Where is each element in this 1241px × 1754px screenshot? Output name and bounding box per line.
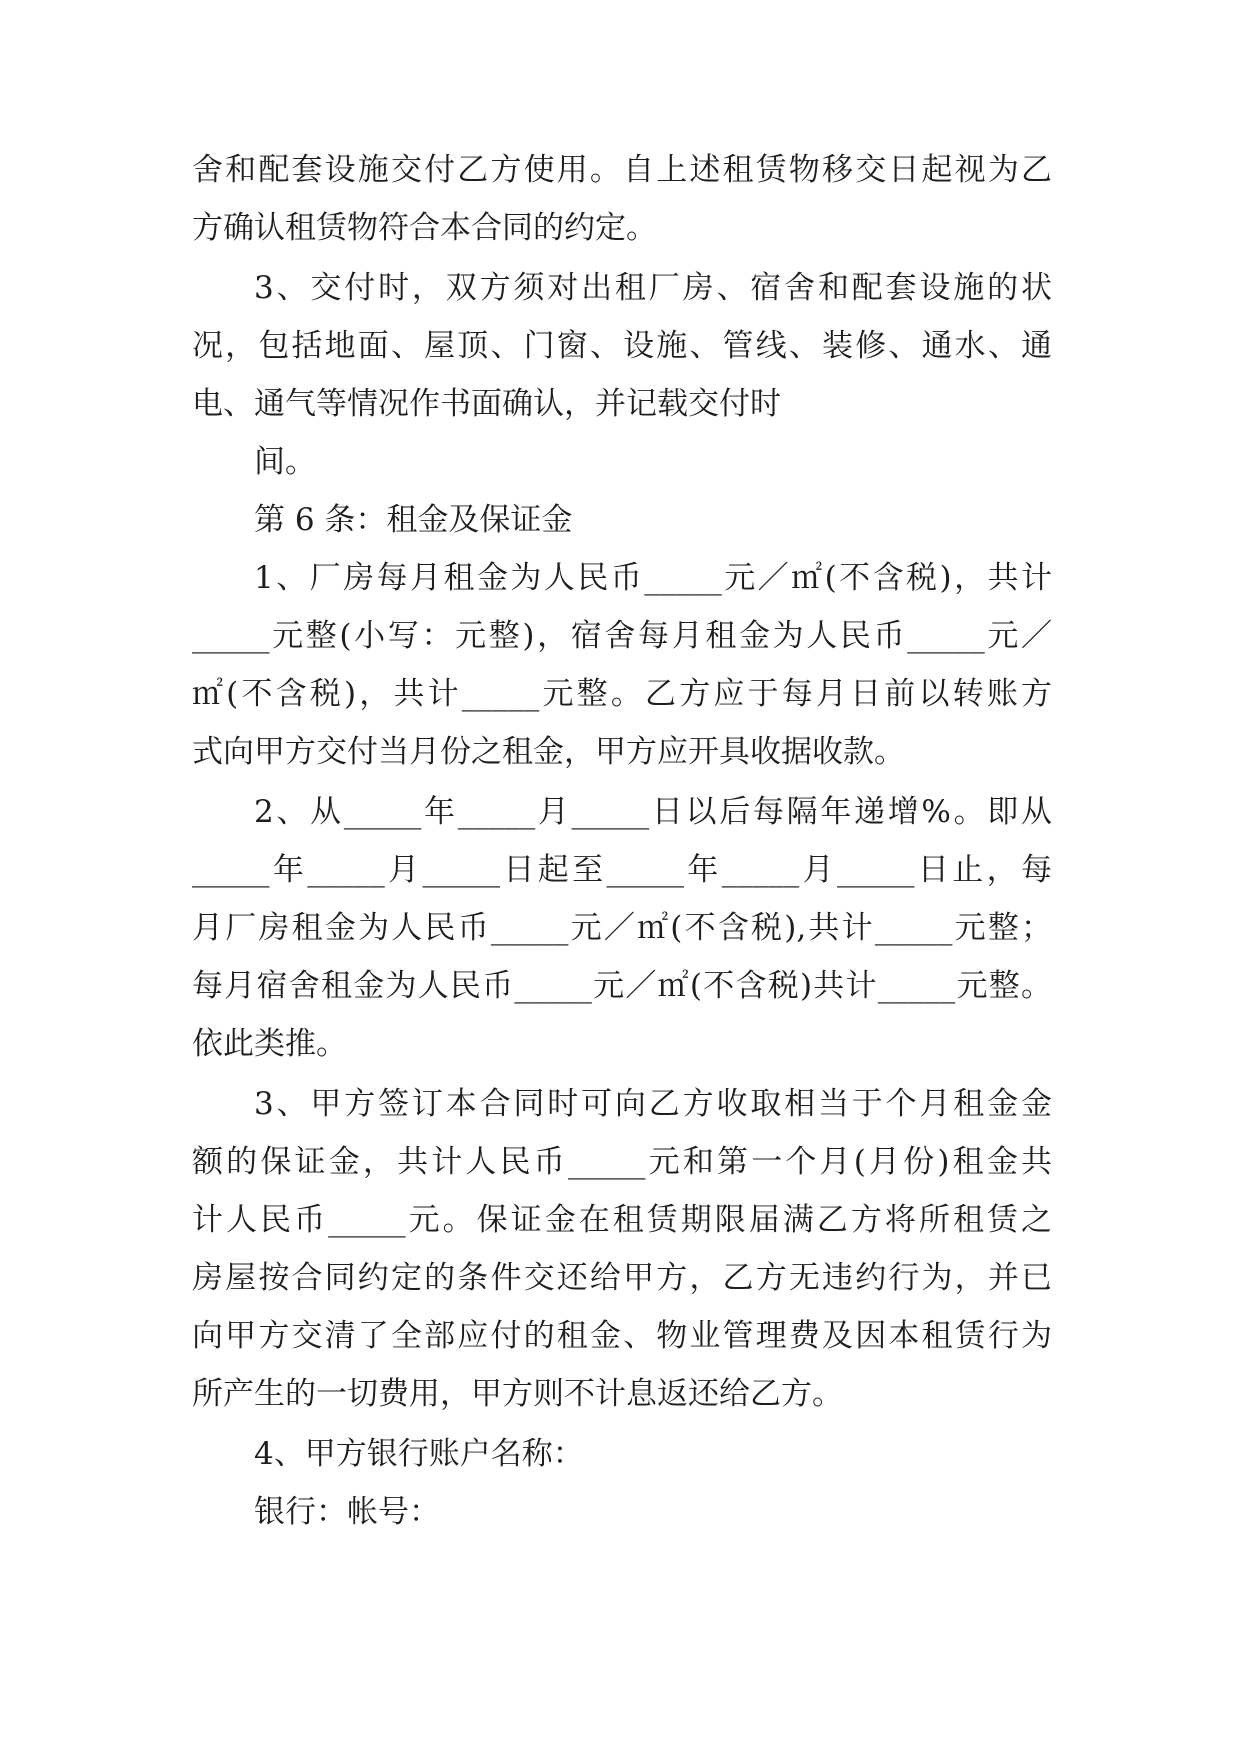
text-line-8: 1、厂房每月租金为人民币_____元／㎡(不含税)，共计	[254, 560, 1052, 596]
text-line-2: 方确认租赁物符合本合同的约定。	[192, 210, 657, 246]
text-line-23: 4、甲方银行账户名称：	[254, 1436, 584, 1472]
text-line-6: 间。	[254, 444, 316, 480]
text-line-18: 额的保证金，共计人民币_____元和第一个月(月份)租金共	[192, 1144, 1052, 1180]
text-line-3: 3、交付时，双方须对出租厂房、宿舍和配套设施的状	[254, 270, 1052, 306]
text-line-17: 3、甲方签订本合同时可向乙方收取相当于个月租金金	[254, 1086, 1052, 1122]
text-line-22: 所产生的一切费用，甲方则不计息返还给乙方。	[192, 1376, 843, 1412]
text-line-4: 况，包括地面、屋顶、门窗、设施、管线、装修、通水、通	[192, 328, 1052, 364]
text-line-21: 向甲方交清了全部应付的租金、物业管理费及因本租赁行为	[192, 1318, 1052, 1354]
text-line-11: 式向甲方交付当月份之租金，甲方应开具收据收款。	[192, 734, 905, 770]
text-line-13: _____年_____月_____日起至_____年_____月_____日止，每	[192, 852, 1052, 888]
text-line-1: 舍和配套设施交付乙方使用。自上述租赁物移交日起视为乙	[192, 152, 1052, 188]
text-line-12: 2、从_____年_____月_____日以后每隔年递增%。即从	[254, 794, 1052, 830]
section-heading-article-6: 第 6 条：租金及保证金	[254, 502, 573, 538]
text-line-24: 银行：帐号：	[254, 1494, 440, 1530]
text-line-15: 每月宿舍租金为人民币_____元／㎡(不含税)共计_____元整。	[192, 968, 1052, 1004]
text-line-19: 计人民币_____元。保证金在租赁期限届满乙方将所租赁之	[192, 1202, 1052, 1238]
text-line-14: 月厂房租金为人民币_____元／㎡(不含税),共计_____元整；	[192, 910, 1052, 946]
text-line-20: 房屋按合同约定的条件交还给甲方，乙方无违约行为，并已	[192, 1260, 1052, 1296]
text-line-9: _____元整(小写：元整)，宿舍每月租金为人民币_____元／	[192, 618, 1052, 654]
text-line-5: 电、通气等情况作书面确认，并记载交付时	[192, 386, 781, 422]
text-line-16: 依此类推。	[192, 1026, 347, 1062]
text-line-10: ㎡(不含税)，共计_____元整。乙方应于每月日前以转账方	[192, 676, 1052, 712]
